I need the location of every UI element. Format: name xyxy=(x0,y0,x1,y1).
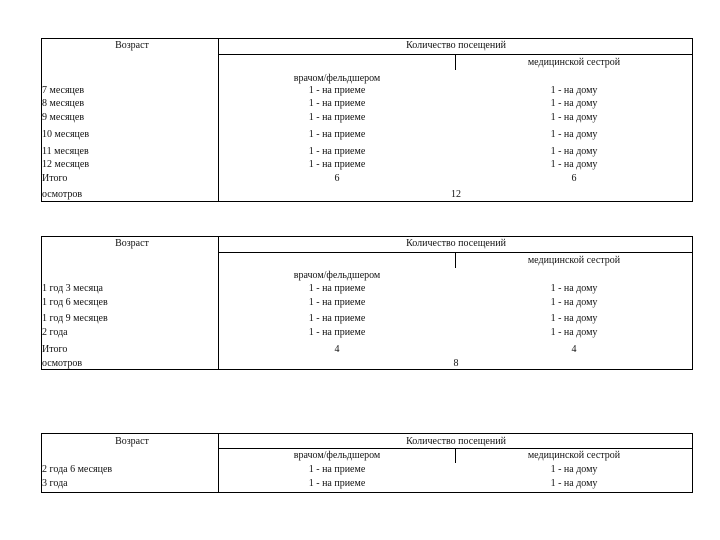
grand-total: 8 xyxy=(453,358,459,369)
doctor-cell: 1 - на приеме xyxy=(308,98,366,109)
age-cell: 9 месяцев xyxy=(42,112,85,123)
age-cell: 2 года xyxy=(42,327,68,338)
doctor-cell: 1 - на приеме xyxy=(308,327,366,338)
nurse-cell: 1 - на дому xyxy=(550,327,598,338)
age-header: Возраст xyxy=(115,436,149,447)
doctor-cell: 1 - на приеме xyxy=(308,313,366,324)
nurse-header: медицинской сестрой xyxy=(527,57,621,68)
table-border xyxy=(218,236,219,370)
table-border xyxy=(455,448,456,463)
table-border xyxy=(692,236,693,370)
table-border xyxy=(218,38,219,202)
table-border xyxy=(455,54,456,70)
age-cell: 10 месяцев xyxy=(42,129,90,140)
nurse-cell: 1 - на дому xyxy=(550,129,598,140)
total-nurse: 4 xyxy=(571,344,577,355)
doctor-cell: 1 - на приеме xyxy=(308,478,366,489)
doctor-header: врачом/фельдшером xyxy=(293,450,381,461)
total-nurse: 6 xyxy=(571,173,577,184)
age-cell: 1 год 3 месяца xyxy=(42,283,103,294)
visits-header: Количество посещений xyxy=(406,40,506,51)
age-cell: 3 года xyxy=(42,478,68,489)
doctor-cell: 1 - на приеме xyxy=(308,464,366,475)
doctor-cell: 1 - на приеме xyxy=(308,85,366,96)
total-label: Итого xyxy=(42,173,68,184)
nurse-cell: 1 - на дому xyxy=(550,464,598,475)
table-border xyxy=(41,433,693,434)
nurse-cell: 1 - на дому xyxy=(550,112,598,123)
grand-total: 12 xyxy=(451,189,461,200)
age-header: Возраст xyxy=(115,238,149,249)
table-border xyxy=(218,433,219,493)
nurse-header: медицинской сестрой xyxy=(527,450,621,461)
visits-header: Количество посещений xyxy=(406,238,506,249)
table-border xyxy=(41,236,693,237)
nurse-cell: 1 - на дому xyxy=(550,313,598,324)
table-border xyxy=(455,252,456,268)
table-border xyxy=(692,433,693,493)
nurse-cell: 1 - на дому xyxy=(550,478,598,489)
nurse-cell: 1 - на дому xyxy=(550,85,598,96)
age-cell: 1 год 9 месяцев xyxy=(42,313,108,324)
doctor-cell: 1 - на приеме xyxy=(308,159,366,170)
table-border xyxy=(692,38,693,202)
doctor-cell: 1 - на приеме xyxy=(308,112,366,123)
visits-header: Количество посещений xyxy=(406,436,506,447)
total-label-2: осмотров xyxy=(42,358,83,369)
doctor-header: врачом/фельдшером xyxy=(293,270,381,281)
table-border xyxy=(41,492,693,493)
age-cell: 11 месяцев xyxy=(42,146,89,157)
nurse-cell: 1 - на дому xyxy=(550,159,598,170)
nurse-header: медицинской сестрой xyxy=(527,255,621,266)
total-doctor: 4 xyxy=(334,344,340,355)
doctor-cell: 1 - на приеме xyxy=(308,283,366,294)
table-border xyxy=(41,369,693,370)
age-header: Возраст xyxy=(115,40,149,51)
nurse-cell: 1 - на дому xyxy=(550,98,598,109)
nurse-cell: 1 - на дому xyxy=(550,297,598,308)
total-label-2: осмотров xyxy=(42,189,83,200)
table-border xyxy=(41,38,693,39)
age-cell: 8 месяцев xyxy=(42,98,85,109)
doctor-cell: 1 - на приеме xyxy=(308,129,366,140)
age-cell: 2 года 6 месяцев xyxy=(42,464,113,475)
total-doctor: 6 xyxy=(334,173,340,184)
doctor-cell: 1 - на приеме xyxy=(308,297,366,308)
age-cell: 1 год 6 месяцев xyxy=(42,297,108,308)
nurse-cell: 1 - на дому xyxy=(550,146,598,157)
nurse-cell: 1 - на дому xyxy=(550,283,598,294)
total-label: Итого xyxy=(42,344,68,355)
doctor-cell: 1 - на приеме xyxy=(308,146,366,157)
table-border xyxy=(41,201,693,202)
age-cell: 12 месяцев xyxy=(42,159,90,170)
doctor-header: врачом/фельдшером xyxy=(293,73,381,84)
age-cell: 7 месяцев xyxy=(42,85,85,96)
